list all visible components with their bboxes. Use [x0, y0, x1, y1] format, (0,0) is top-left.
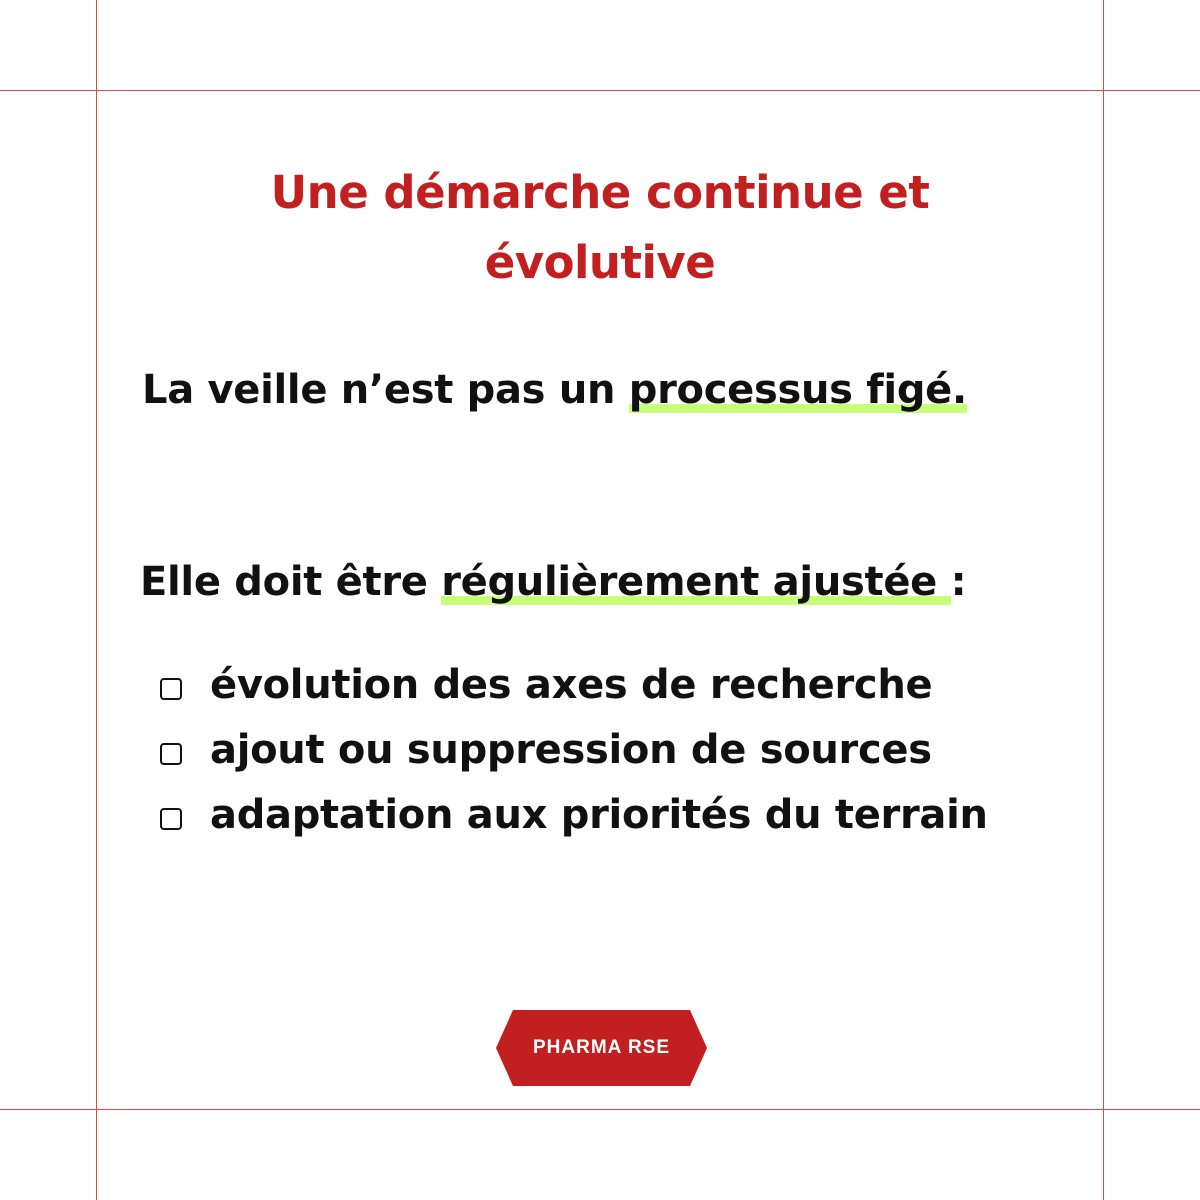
checklist-item-label: évolution des axes de recherche [210, 661, 933, 708]
checklist [160, 652, 988, 847]
guide-line-top [0, 90, 1200, 91]
statement-line [142, 362, 967, 418]
checkbox-icon[interactable] [160, 743, 182, 765]
guide-line-bottom [0, 1109, 1200, 1110]
logo-text: PHARMA RSE [532, 1037, 671, 1058]
checklist-item[interactable] [160, 782, 988, 847]
title-line-1: Une démarche continue et [270, 166, 930, 219]
adjust-suffix: : [950, 559, 967, 605]
statement-prefix: La veille n’est pas un [142, 367, 629, 413]
guide-line-left [96, 0, 97, 1200]
adjust-line [140, 554, 966, 610]
checklist-item-label: adaptation aux priorités du terrain [210, 791, 988, 838]
checklist-item[interactable] [160, 717, 988, 782]
adjust-highlight: régulièrement ajustée [441, 559, 951, 605]
checklist-item-label: ajout ou suppression de sources [210, 726, 932, 773]
pharma-rse-logo [496, 1010, 707, 1086]
checkbox-icon[interactable] [160, 808, 182, 830]
checkbox-icon[interactable] [160, 678, 182, 700]
adjust-prefix: Elle doit être [140, 559, 442, 605]
page-title [150, 158, 1050, 298]
guide-line-right [1103, 0, 1104, 1200]
statement-highlight: processus figé. [628, 367, 967, 413]
checklist-item[interactable] [160, 652, 988, 717]
title-line-2: évolutive [484, 236, 716, 289]
